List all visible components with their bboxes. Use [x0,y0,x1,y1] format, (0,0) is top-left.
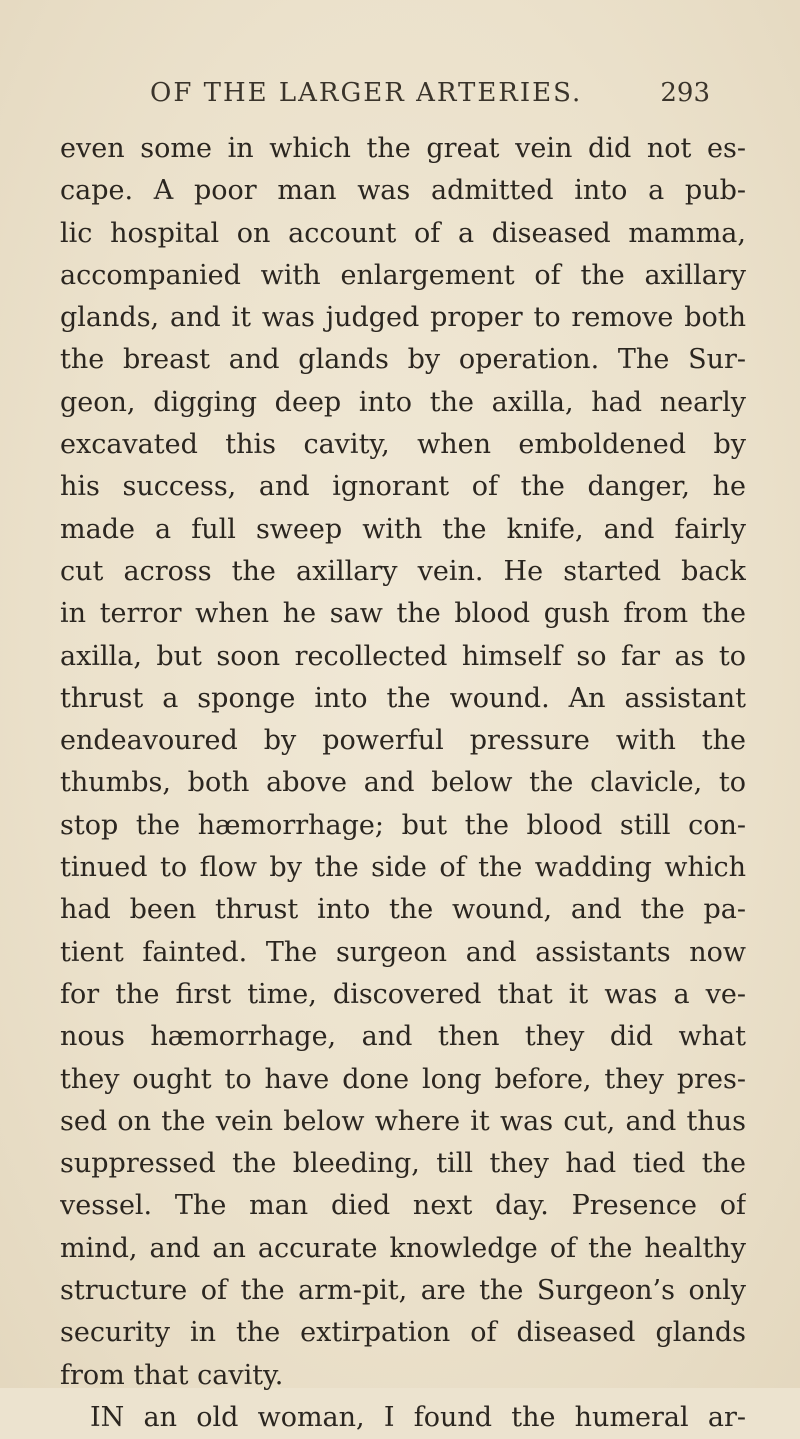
text-line: mind, and an accurate knowledge of the healthy [60,1232,746,1264]
text-line: stop the hæmorrhage; but the blood still con- [60,809,746,841]
text-line: from that cavity. [60,1359,284,1391]
text-line: thrust a sponge into the wound. An assistant [60,682,746,714]
text-line: tient fainted. The surgeon and assistants now [60,936,746,968]
page-number: 293 [660,78,710,108]
page-header [150,78,710,118]
text-line: IN an old woman, I found the humeral ar- [90,1401,746,1433]
text-line: had been thrust into the wound, and the pa- [60,894,746,926]
text-line: thumbs, both above and below the clavicle, to [60,767,746,799]
text-line: cut across the axillary vein. He started back [60,555,746,587]
text-line: the breast and glands by operation. The Sur- [60,344,746,376]
text-line: in terror when he saw the blood gush from the [60,598,746,630]
text-line: they ought to have done long before, they pres- [60,1063,746,1095]
text-line: his success, and ignorant of the danger, he [60,471,746,503]
text-line: even some in which the great vein did not es- [60,133,746,164]
text-line: sed on the vein below where it was cut, and thus [60,1105,746,1137]
text-line: axilla, but soon recollected himself so far as to [60,640,746,672]
text-line: excavated this cavity, when emboldened by [60,429,746,461]
text-line: security in the extirpation of diseased glands [60,1317,746,1349]
text-line: vessel. The man died next day. Presence of [60,1190,746,1222]
text-line: nous hæmorrhage, and then they did what [60,1021,746,1053]
body-text [60,128,746,1439]
text-line: accompanied with enlargement of the axillary [60,259,746,291]
text-line: glands, and it was judged proper to remove both [60,302,746,334]
text-line: made a full sweep with the knife, and fairly [60,513,746,545]
text-line: lic hospital on account of a diseased mamma, [60,217,746,249]
running-title: OF THE LARGER ARTERIES. [150,78,583,108]
text-line: structure of the arm-pit, are the Surgeon’s only [60,1275,746,1307]
text-line: tinued to flow by the side of the wadding which [60,852,746,884]
text-line: for the first time, discovered that it was a ve- [60,978,746,1010]
text-line: suppressed the bleeding, till they had tied the [60,1148,746,1180]
text-line: endeavoured by powerful pressure with the [60,725,746,757]
text-line: cape. A poor man was admitted into a pub- [60,175,746,207]
text-line: geon, digging deep into the axilla, had nearly [60,386,746,418]
